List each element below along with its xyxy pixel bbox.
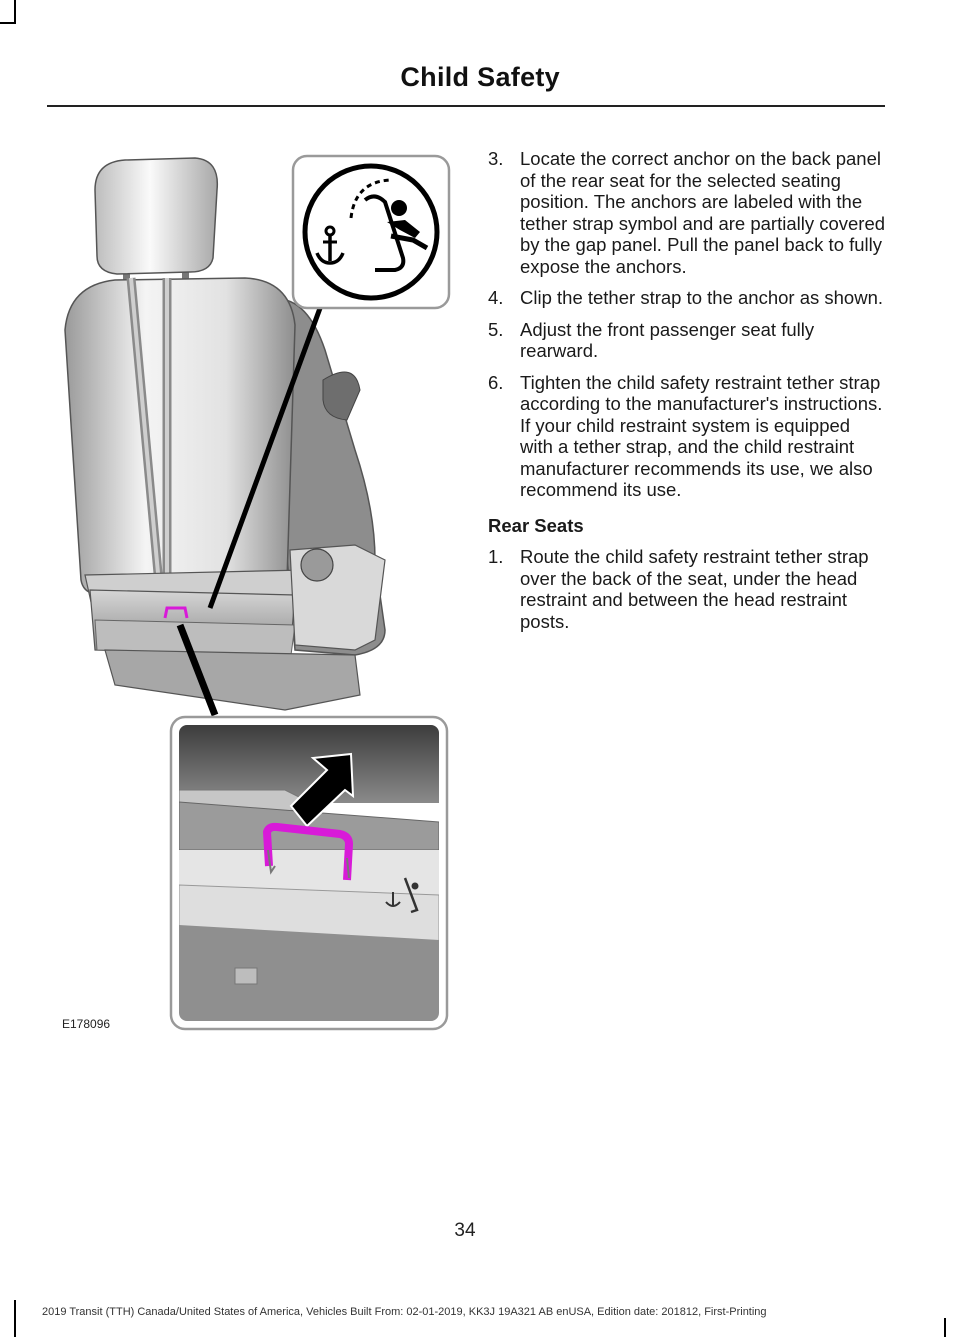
crop-mark-top-left-horizontal xyxy=(0,22,16,24)
step-number: 3. xyxy=(488,148,504,169)
step-text: Tighten the child safety restraint tether strap according to the manufacturer's instructions. If your child restraint system is equipped with a tether strap, and the child restraint manufacturer recommends its use, we also recommend its use. xyxy=(520,371,883,500)
step-5 xyxy=(488,319,888,362)
figure-label: E178096 xyxy=(62,1017,111,1031)
instruction-text xyxy=(488,148,888,642)
step-number: 5. xyxy=(488,318,504,340)
head-restraint xyxy=(95,158,217,274)
child-seat-tether-anchor-icon xyxy=(305,166,437,298)
step-3 xyxy=(488,148,888,277)
step-4 xyxy=(488,287,888,309)
step-text: Route the child safety restraint tether strap over the back of the seat, under the head restraint and between the head restraint posts. xyxy=(520,546,869,632)
step-text: Adjust the front passenger seat fully rearward. xyxy=(520,318,815,361)
crop-mark-bottom-left xyxy=(14,1300,16,1337)
page-number: 34 xyxy=(454,1220,476,1241)
step-text: Clip the tether strap to the anchor as shown. xyxy=(520,287,884,308)
seat-tether-illustration xyxy=(55,150,455,1035)
footer-edition-info: 2019 Transit (TTH) Canada/United States of America, Vehicles Built From: 02-01-2019, KK3J 19A321 AB enUSA, Edition date: 201812, First-Printing xyxy=(42,1306,767,1318)
step-6 xyxy=(488,372,888,501)
step-number: 6. xyxy=(488,371,504,393)
header-divider xyxy=(47,105,885,107)
section-heading-rear-seats: Rear Seats xyxy=(488,514,584,536)
step-text: Locate the correct anchor on the back panel of the rear seat for the selected seating position. The anchors are labeled with the tether strap symbol and are partially covered by the gap panel. Pull the panel back to fully expose the anchors. xyxy=(520,148,886,277)
rear-step-1 xyxy=(488,546,888,632)
step-number: 1. xyxy=(488,546,504,567)
crop-mark-top-left xyxy=(14,0,16,22)
crop-mark-bottom-right xyxy=(944,1318,946,1337)
seat-back xyxy=(65,278,295,594)
step-number: 4. xyxy=(488,287,504,308)
page-title: Child Safety xyxy=(400,62,560,92)
